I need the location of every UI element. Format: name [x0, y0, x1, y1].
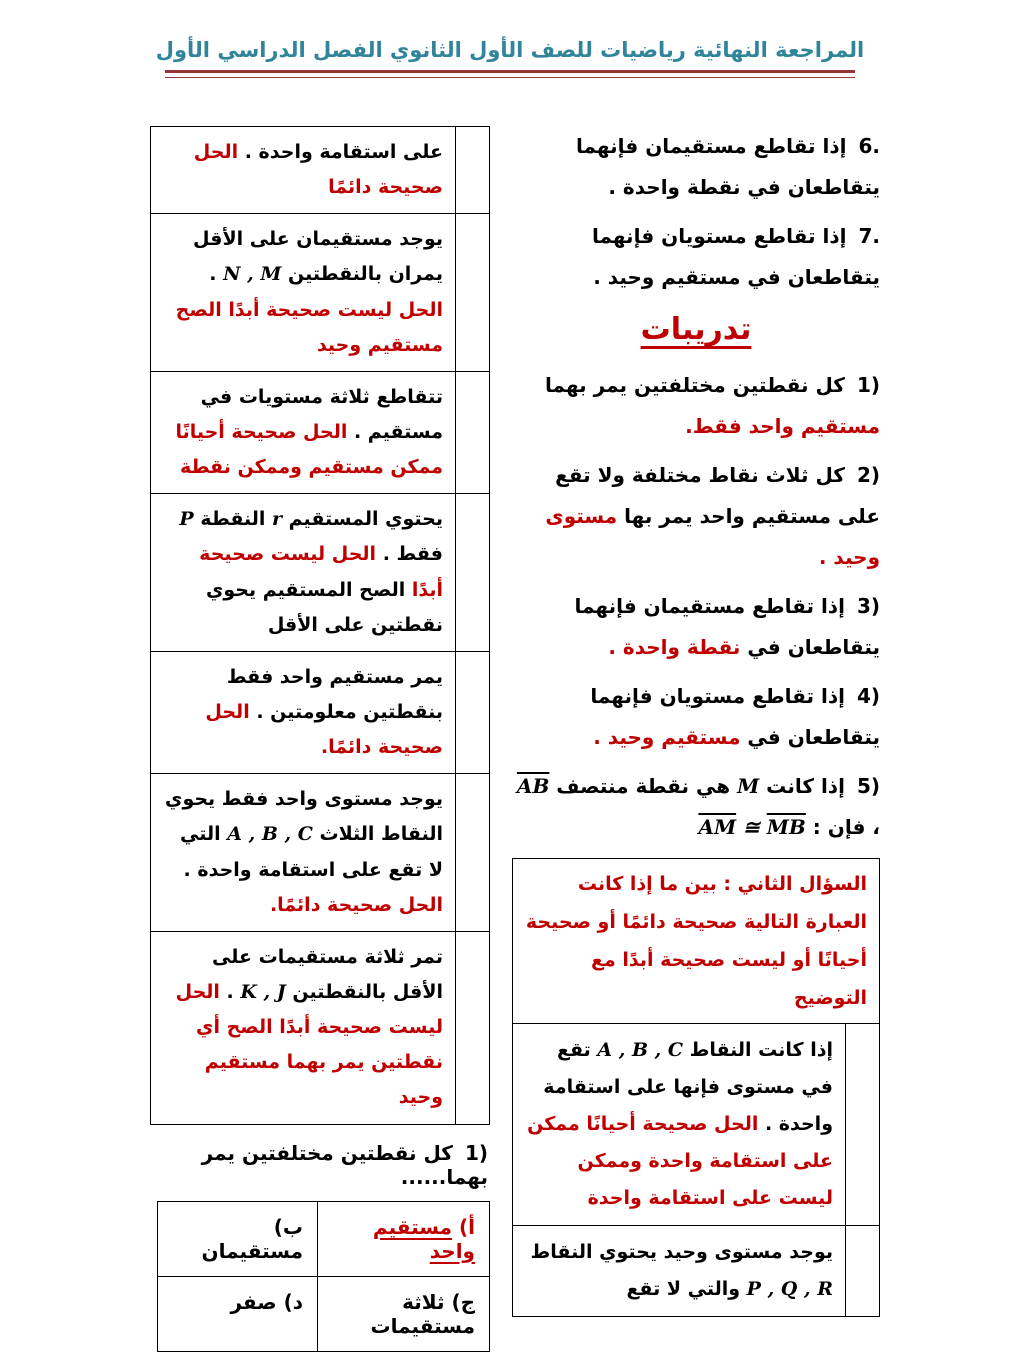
- left-column: [150, 126, 490, 1352]
- item-text: إذا تقاطع مستويان فإنهما يتقاطعان في مستقيم وحيد .: [591, 224, 880, 289]
- table-cell: تتقاطع ثلاثة مستويات في مستقيم . الحل صحيحة أحيانًا ممكن مستقيم وممكن نقطة: [175, 385, 443, 479]
- page-title: المراجعة النهائية رياضيات للصف الأول الثانوي الفصل الدراسي الأول: [155, 38, 865, 62]
- question2-box: [512, 858, 880, 1024]
- choice-d: [158, 1277, 317, 1351]
- table-row: [151, 372, 489, 494]
- item-text: إذا تقاطع مستويان فإنهما يتقاطعان في مستقيم وحيد .: [590, 684, 880, 749]
- choice-a: [317, 1202, 489, 1276]
- item-text: كل ثلاث نقاط مختلفة ولا تقع على مستقيم واحد يمر بها مستوى وحيد .: [545, 463, 880, 569]
- table-cell: يوجد مستوى واحد فقط يحوي النقاط الثلاث A , B , C التي لا تقع على استقامة واحدة . الحل صحيحة دائمًا.: [165, 788, 443, 916]
- answer-choices-table: [157, 1201, 490, 1352]
- table-row: [151, 127, 489, 214]
- table-cell: يوجد مستوى وحيد يحتوي النقاط P , Q , R والتي لا تقع: [530, 1240, 833, 1300]
- question2-table: [512, 1023, 880, 1317]
- item-text: إذا تقاطع مستقيمان فإنهما يتقاطعان في نقطة واحدة .: [574, 594, 880, 659]
- table-row: [151, 932, 489, 1124]
- table-row: [151, 774, 489, 932]
- exercise-2: [512, 455, 880, 578]
- table-cell: تمر ثلاثة مستقيمات على الأقل بالنقطتين K , J . الحل ليست صحيحة أبدًا الصح أي نقطتين يمر بهما مستقيم وحيد: [175, 945, 443, 1109]
- table-cell: يحتوي المستقيم r النقطة P فقط . الحل ليست صحيحة أبدًا الصح المستقيم يحوي نقطتين على الأقل: [179, 508, 443, 636]
- table-cell: إذا كانت النقاط A , B , C تقع في مستوى فإنها على استقامة واحدة . الحل صحيحة أحيانًا ممكن على استقامة واحدة وممكن ليست على استقامة واحدة: [527, 1038, 833, 1209]
- choice-text: ثلاثة مستقيمات: [370, 1289, 475, 1338]
- table-row: [151, 214, 489, 372]
- answer-gutter: [455, 774, 489, 931]
- multiple-choice-question: [150, 1141, 488, 1189]
- answer-gutter: [455, 932, 489, 1124]
- answer-row: [158, 1202, 489, 1277]
- choice-label: أ): [459, 1214, 475, 1239]
- postulate-7: [512, 216, 880, 298]
- question2-text: السؤال الثاني : بين ما إذا كانت العبارة التالية صحيحة دائمًا أو صحيحة أحيانًا أو ليست صحيحة أبدًا مع التوضيح: [525, 873, 867, 1009]
- choice-text: مستقيم واحد: [372, 1214, 475, 1263]
- choice-c: [317, 1277, 489, 1351]
- item-number: 7.: [858, 224, 880, 248]
- answer-gutter: [845, 1226, 879, 1316]
- item-text: كل نقطتين مختلفتين يمر بهما مستقيم واحد فقط.: [545, 373, 880, 438]
- exercise-3: [512, 586, 880, 668]
- exercise-4: [512, 676, 880, 758]
- table-cell: يوجد مستقيمان على الأقل يمران بالنقطتين N , M . الحل ليست صحيحة أبدًا الصح مستقيم وحيد: [175, 228, 443, 356]
- question-text: كل نقطتين مختلفتين يمر بهما......: [201, 1140, 488, 1189]
- item-number: 6.: [858, 134, 880, 158]
- table-row: [513, 1226, 879, 1316]
- answer-row: [158, 1277, 489, 1351]
- exercise-5: [512, 766, 880, 848]
- question-number: 1): [464, 1140, 488, 1165]
- choice-label: د): [283, 1289, 303, 1314]
- table-cell: على استقامة واحدة . الحل صحيحة دائمًا: [193, 141, 443, 199]
- table-cell: يمر مستقيم واحد فقط بنقطتين معلومتين . الحل صحيحة دائمًا.: [205, 665, 443, 759]
- item-text: إذا كانت M هي نقطة منتصف $\overline{AB}$ ، فإن : $\overline{AM}$ ≅ $\overline{MB}$: [516, 774, 880, 839]
- item-number: 1): [856, 373, 880, 397]
- item-number: 5): [856, 774, 880, 798]
- page-header: [0, 38, 1020, 78]
- item-number: 2): [856, 463, 880, 487]
- table-row: [513, 1024, 879, 1226]
- table-row: [151, 652, 489, 774]
- answer-gutter: [455, 372, 489, 493]
- choice-text: مستقيمان: [201, 1238, 303, 1263]
- statements-table: [150, 126, 490, 1125]
- item-text: إذا تقاطع مستقيمان فإنهما يتقاطعان في نقطة واحدة .: [576, 134, 880, 199]
- answer-gutter: [455, 214, 489, 371]
- table-row: [151, 494, 489, 652]
- postulate-6: [512, 126, 880, 208]
- answer-gutter: [845, 1024, 879, 1225]
- answer-gutter: [455, 127, 489, 213]
- exercise-1: [512, 365, 880, 447]
- answer-gutter: [455, 652, 489, 773]
- choice-text: صفر: [230, 1289, 277, 1314]
- answer-gutter: [455, 494, 489, 651]
- title-divider: [165, 70, 855, 78]
- item-number: 4): [856, 684, 880, 708]
- choice-label: ب): [273, 1214, 303, 1239]
- right-column: [512, 126, 880, 1317]
- item-number: 3): [856, 594, 880, 618]
- choice-label: ج): [451, 1289, 475, 1314]
- exercises-heading: تدريبات: [640, 312, 752, 347]
- choice-b: [158, 1202, 317, 1276]
